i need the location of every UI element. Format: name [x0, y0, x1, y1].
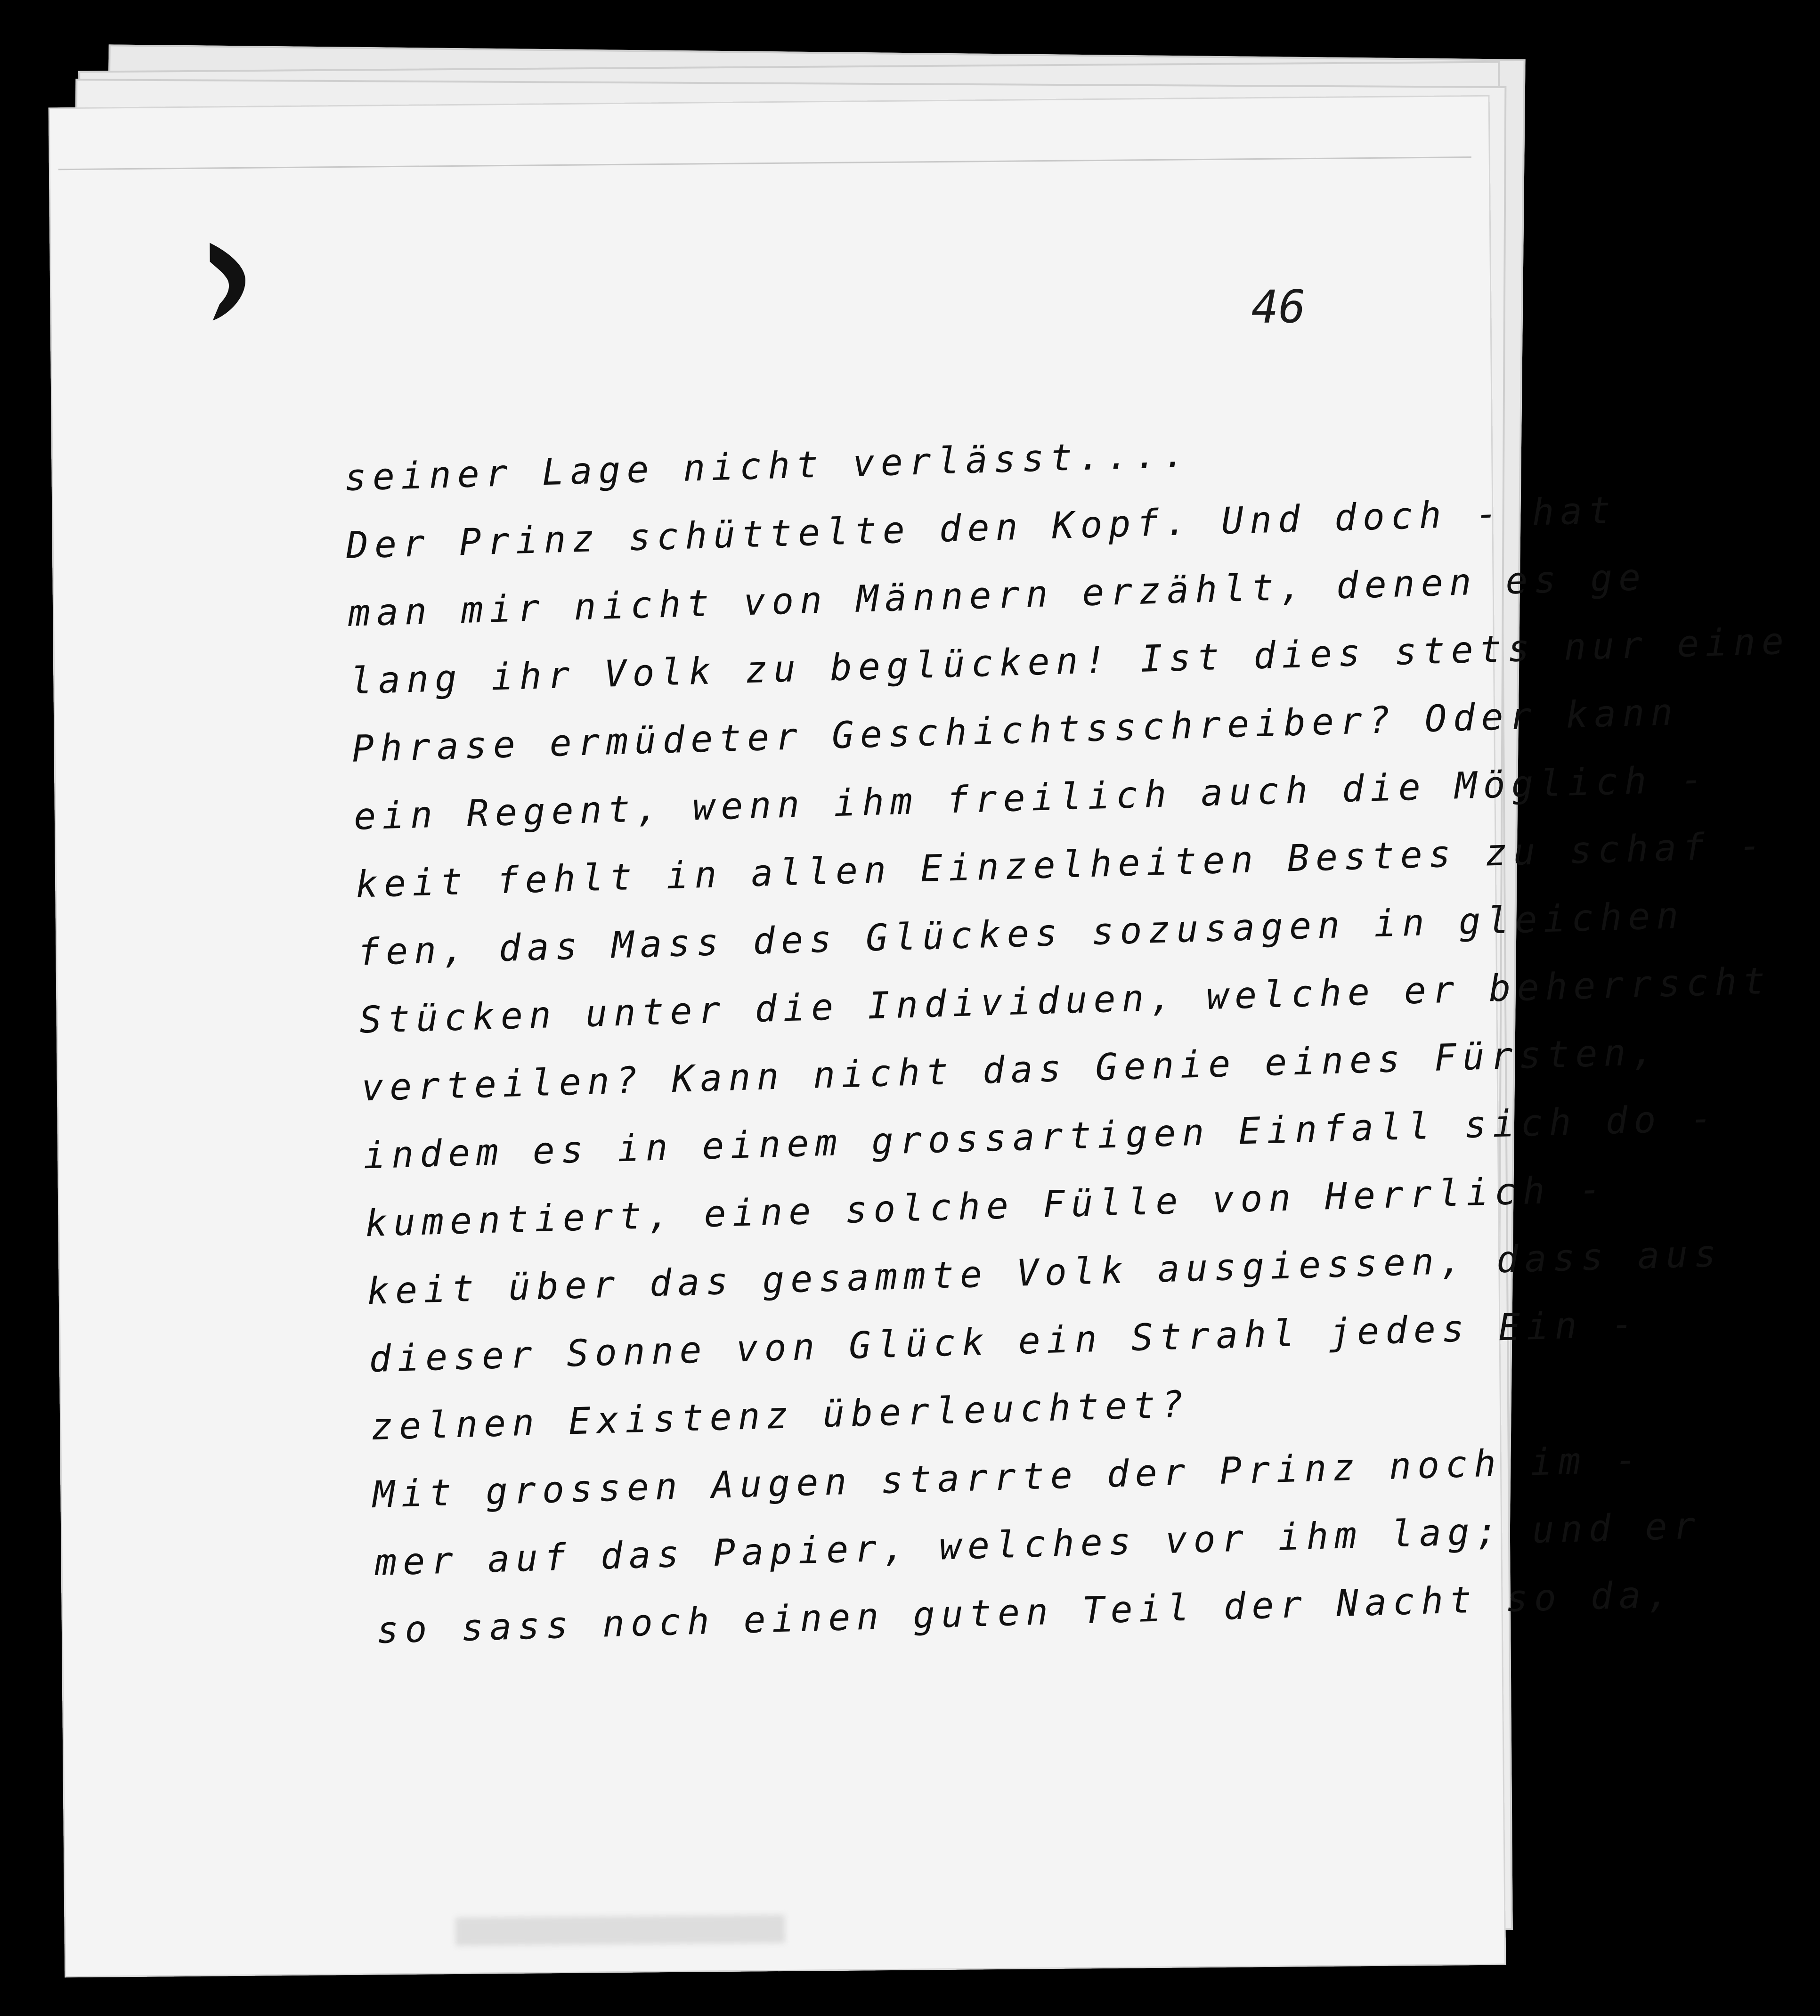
text-line: Stücken unter die Individuen, welche er beherrscht	[358, 959, 1772, 1042]
text-line: lang ihr Volk zu beglücken! Ist dies stets nur eine	[349, 620, 1791, 703]
text-line: indem es in einem grossartigen Einfall sich do -	[362, 1097, 1719, 1178]
text-line: mer auf das Papier, welches vor ihm lag; und er	[374, 1504, 1702, 1585]
text-line: keit über das gesammte Volk ausgiessen, dass aus	[366, 1232, 1723, 1313]
text-line: keit fehlt in allen Einzelheiten Bestes zu schaf -	[355, 824, 1768, 906]
text-line: man mir nicht von Männern erzählt, denen es ge	[347, 556, 1648, 635]
ink-mark-icon	[200, 233, 253, 328]
text-line: Der Prinz schüttelte den Kopf. Und doch - hat	[345, 489, 1617, 567]
text-line: so sass noch einen guten Teil der Nacht so da,	[376, 1573, 1676, 1652]
text-line: seiner Lage nicht verlässt....	[343, 433, 1192, 499]
text-line: dieser Sonne von Glück ein Strahl jedes Ein -	[368, 1302, 1640, 1381]
text-line: Mit grossen Augen starrte der Prinz noch im -	[372, 1438, 1644, 1517]
text-line: zelnen Existenz überleuchtet?	[370, 1383, 1190, 1449]
page-number: 46	[1251, 280, 1306, 334]
bleed-through-smudge	[455, 1915, 785, 1946]
text-line: Phrase ermüdeter Geschichtsschreiber? Oder kann	[351, 691, 1680, 771]
text-line: fen, das Mass des Glückes sozusagen in gleichen	[357, 894, 1685, 974]
text-line: verteilen? Kann nicht das Genie eines Fürsten,	[360, 1031, 1661, 1110]
text-line: kumentiert, eine solche Fülle von Herrlich -	[364, 1168, 1608, 1245]
typewritten-page	[49, 95, 1791, 1978]
text-line: ein Regent, wenn ihm freilich auch die Möglich -	[353, 758, 1710, 838]
page-edge-rule	[58, 156, 1471, 170]
typewritten-text-block	[343, 411, 1791, 1665]
